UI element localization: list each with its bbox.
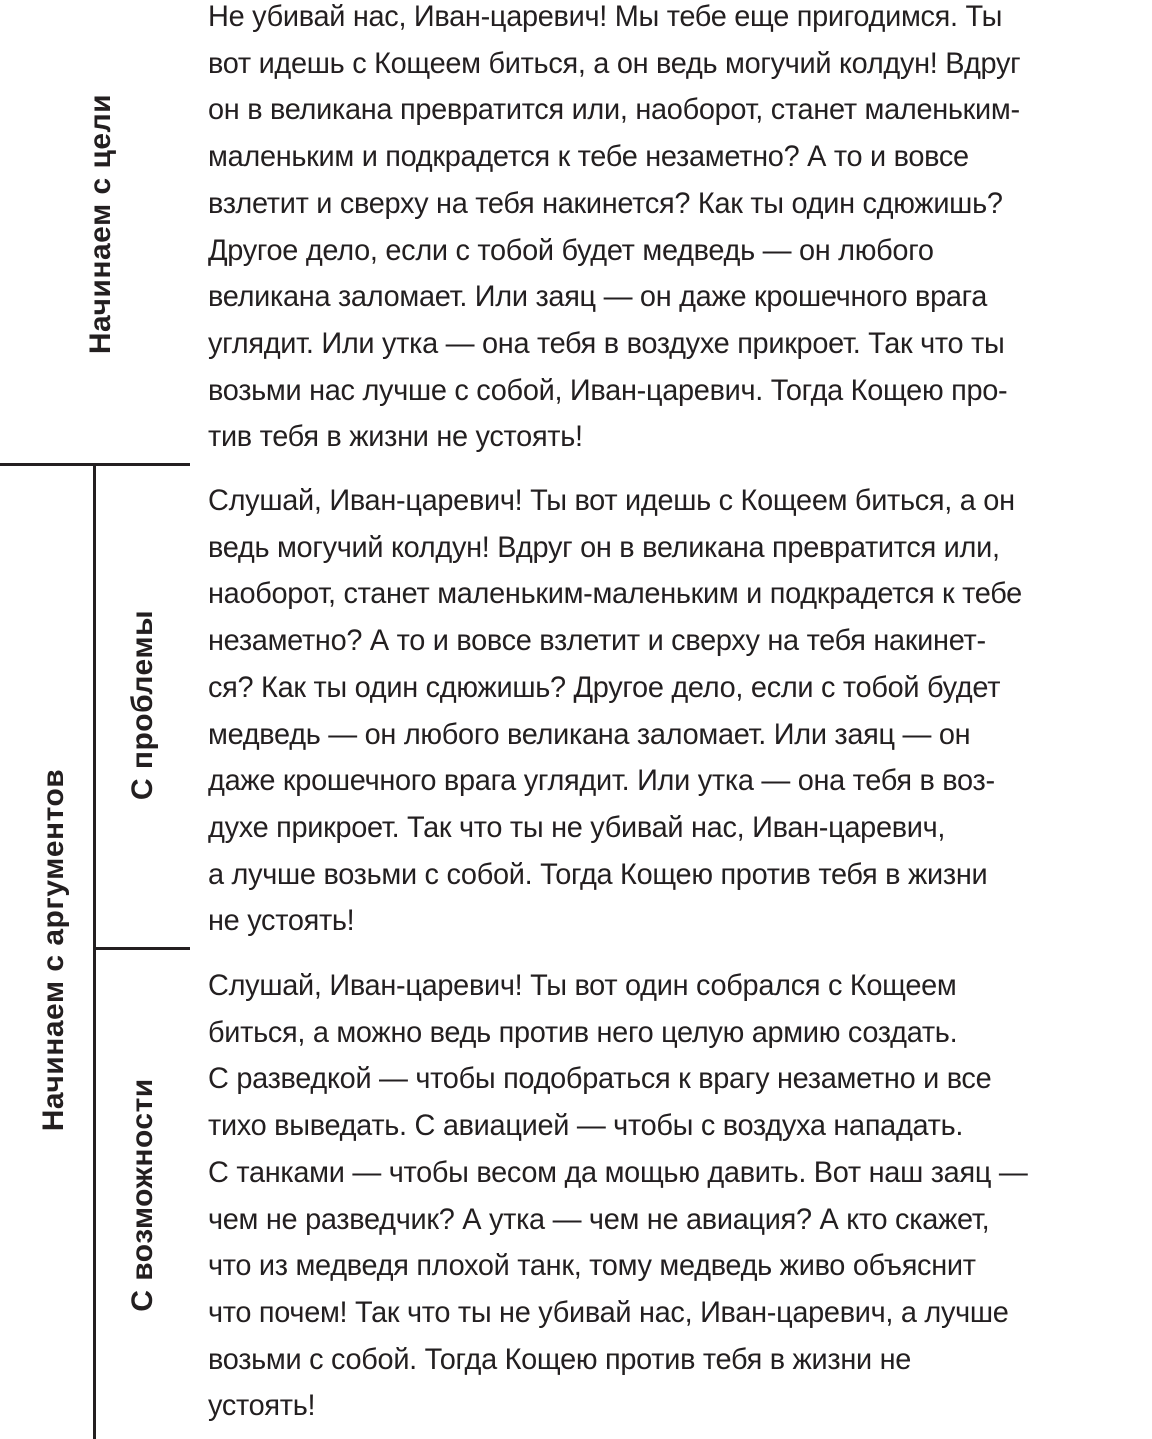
text-line: возьми нас лучше с собой, Иван-царевич. Тогда Кощею про- xyxy=(208,373,1008,407)
divider-arguments-subgroups xyxy=(93,463,96,1439)
text-line: тив тебя в жизни не устоять! xyxy=(208,420,583,454)
text-line: Слушай, Иван-царевич! Ты вот идешь с Кощеем биться, а он xyxy=(208,484,1015,517)
text-line: вот идешь с Кощеем биться, а он ведь могучий колдун! Вдруг xyxy=(208,46,1021,80)
text-line: великана заломает. Или заяц — он даже крошечного врага xyxy=(208,280,988,314)
text-line: ведь могучий колдун! Вдруг он в великана превратится или, xyxy=(208,530,1000,564)
text-line: незаметно? А то и вовсе взлетит и сверху на тебя накинет- xyxy=(208,624,986,658)
text-line: углядит. Или утка — она тебя в воздухе прикроет. Так что ты xyxy=(208,326,1005,360)
text-line: наоборот, станет маленьким-маленьким и подкрадется к тебе xyxy=(208,577,1022,611)
text-line: маленьким и подкрадется к тебе незаметно? А то и вовсе xyxy=(208,140,969,174)
text-line: С танками — чтобы весом да мощью давить. Вот наш заяц — xyxy=(208,1155,1028,1189)
text-block-goal xyxy=(208,0,1124,461)
text-line: ся? Как ты один сдюжишь? Другое дело, если с тобой будет xyxy=(208,670,1001,704)
text-line: духе прикроет. Так что ты не убивай нас, Иван-царевич, xyxy=(208,810,946,844)
text-line: Слушай, Иван-царевич! Ты вот один собрался с Кощеем xyxy=(208,969,957,1002)
text-block-problem xyxy=(208,478,1124,945)
text-line: С разведкой — чтобы подобраться к врагу незаметно и все xyxy=(208,1062,992,1096)
text-line: не устоять! xyxy=(208,904,355,938)
text-line: он в великана превратится или, наоборот, станет маленьким- xyxy=(208,93,1020,127)
label-problem: С проблемы xyxy=(126,609,159,801)
text-line: взлетит и сверху на тебя накинется? Как ты один сдюжишь? xyxy=(208,186,1003,220)
text-line: возьми с собой. Тогда Кощею против тебя в жизни не xyxy=(208,1342,912,1376)
text-line: что из медведя плохой танк, тому медведь живо объяснит xyxy=(208,1249,976,1283)
text-line: что почем! Так что ты не убивай нас, Иван-царевич, а лучше xyxy=(208,1295,1009,1329)
text-line: а лучше возьми с собой. Тогда Кощею против тебя в жизни xyxy=(208,857,988,891)
text-line: чем не разведчик? А утка — чем не авиация? А кто скажет, xyxy=(208,1202,990,1236)
text-line: Не убивай нас, Иван-царевич! Мы тебе еще пригодимся. Ты xyxy=(208,0,1003,33)
label-opportunity: С возможности xyxy=(126,1078,159,1312)
text-line: медведь — он любого великана заломает. Или заяц — он xyxy=(208,717,971,751)
text-line: биться, а можно ведь против него целую армию создать. xyxy=(208,1015,958,1049)
label-goal: Начинаем с цели xyxy=(84,93,117,355)
text-line: даже крошечного врага углядит. Или утка — она тебя в воз- xyxy=(208,764,995,798)
text-line: Другое дело, если с тобой будет медведь — он любого xyxy=(208,233,934,267)
text-line: тихо выведать. С авиацией — чтобы с воздуха нападать. xyxy=(208,1109,964,1143)
text-block-opportunity xyxy=(208,963,1124,1430)
text-line: устоять! xyxy=(208,1389,316,1423)
divider-problem-opportunity xyxy=(95,947,190,950)
label-arguments: Начинаем с аргументов xyxy=(37,768,70,1132)
